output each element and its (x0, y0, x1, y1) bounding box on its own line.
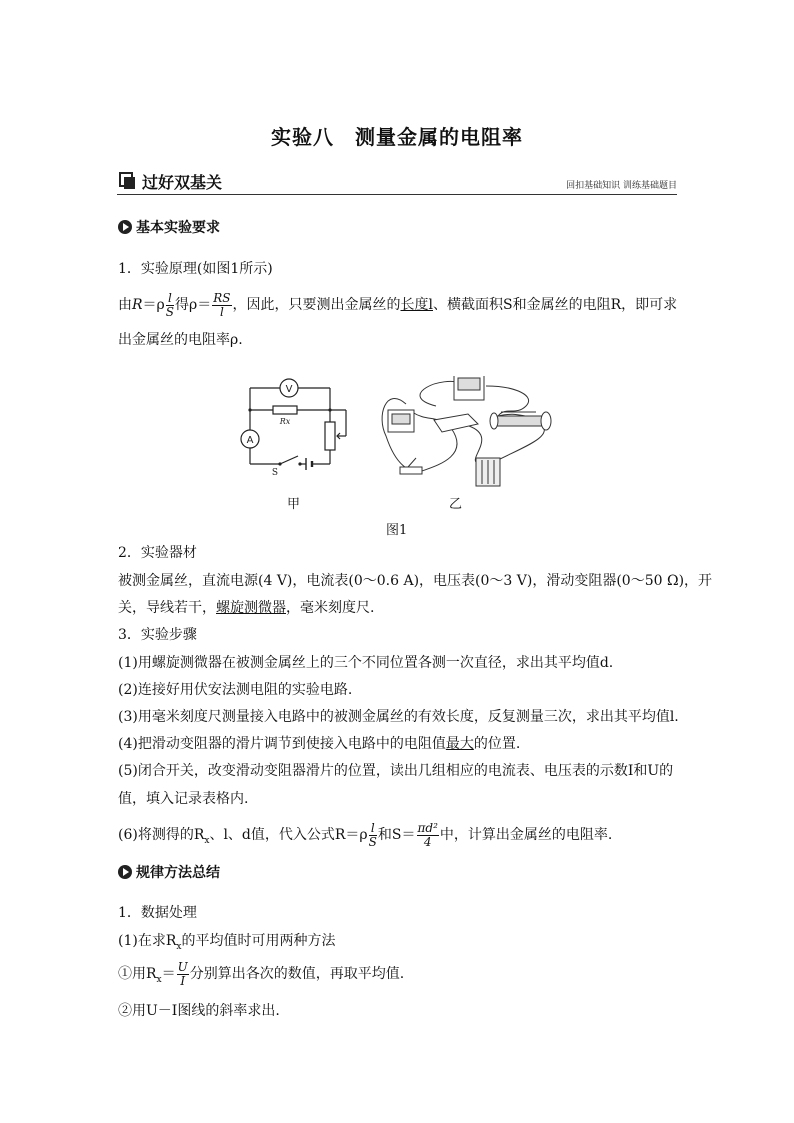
fraction-l-over-s: $\frac{l}{S}$ (165, 290, 175, 319)
switch-label: S (271, 468, 279, 478)
figure-label-yi: 乙 (449, 497, 463, 512)
step-6: (6)将测得的$R_x$、l、d值，代入公式R＝ρ $\frac{l}{S}$ 和S＝ $\frac{\text{πd²}}{4}$ 中，计算出金属丝的电阻率. (118, 820, 613, 849)
steps-heading: 3．实验步骤 (118, 627, 197, 643)
fraction-l-over-s-2: $\frac{l}{S}$ (368, 820, 377, 849)
data-heading: 1．数据处理 (118, 905, 197, 921)
equipment-line2: 关，导线若干，螺旋测微器，毫米刻度尺. (118, 600, 375, 616)
step-4: (4)把滑动变阻器的滑片调节到使接入电路中的电阻值最大的位置. (118, 736, 521, 752)
section-title: 过好双基关 (142, 173, 223, 192)
ammeter-label: A (246, 435, 254, 446)
section-header (117, 170, 677, 195)
play-icon (118, 865, 132, 879)
voltmeter-label: V (285, 384, 293, 395)
section-subtitle: 回扣基础知识 训练基础题目 (566, 181, 677, 191)
subheading-method: 规律方法总结 (118, 862, 220, 882)
principle-line2: 出金属丝的电阻率ρ. (118, 332, 243, 348)
resistor-label: Rx (279, 417, 291, 426)
principle-heading: 1．实验原理(如图1所示) (118, 261, 273, 277)
underline-length: 长度l (400, 297, 433, 313)
subheading-basic: 基本实验要求 (118, 217, 220, 237)
data-item-1: (1)在求$R_x$的平均值时可用两种方法 (118, 933, 336, 952)
step-5-line1: (5)闭合开关，改变滑动变阻器滑片的位置，读出几组相应的电流表、电压表的示数I和U的 (118, 763, 674, 779)
step-2: (2)连接好用伏安法测电阻的实验电路. (118, 682, 353, 698)
circuit-diagram (241, 379, 346, 464)
fraction-u-over-i: $\frac{U}{I}$ (177, 959, 188, 988)
method-1: ①用$R_x=$ $\frac{U}{I}$ 分别算出各次的数值，再取平均值. (118, 959, 405, 988)
step-1: (1)用螺旋测微器在被测金属丝上的三个不同位置各测一次直径，求出其平均值d. (118, 655, 614, 671)
equipment-heading: 2．实验器材 (118, 545, 197, 561)
step-5-line2: 值，填入记录表格内. (118, 791, 249, 807)
underline-micrometer: 螺旋测微器 (216, 600, 286, 616)
figure-1 (236, 376, 566, 488)
equipment-line1: 被测金属丝，直流电源(4 V)，电流表(0～0.6 A)，电压表(0～3 V)，滑动变阻器(0～50 Ω)，开 (118, 573, 713, 589)
figure-caption: 图1 (386, 523, 408, 538)
principle-line1: 由R＝ρ $\frac{l}{S}$ 得ρ＝ $\frac{RS}{l}$ ，因此，只要测出金属丝的长度l、横截面积S和金属丝的电阻R，即可求 (118, 290, 678, 319)
play-icon (118, 220, 132, 234)
figure-label-jia: 甲 (287, 497, 301, 512)
section-icon (119, 172, 135, 189)
apparatus-drawing (382, 376, 551, 486)
fraction-area: $\frac{\text{πd²}}{4}$ (417, 820, 438, 849)
page-title: 实验八 测量金属的电阻率 (271, 125, 523, 149)
step-3: (3)用毫米刻度尺测量接入电路中的被测金属丝的有效长度，反复测量三次，求出其平均值l. (118, 709, 679, 725)
fraction-rs-over-l: $\frac{RS}{l}$ (213, 290, 231, 319)
underline-max: 最大 (445, 736, 474, 752)
method-2: ②用U－I图线的斜率求出. (118, 1003, 280, 1019)
